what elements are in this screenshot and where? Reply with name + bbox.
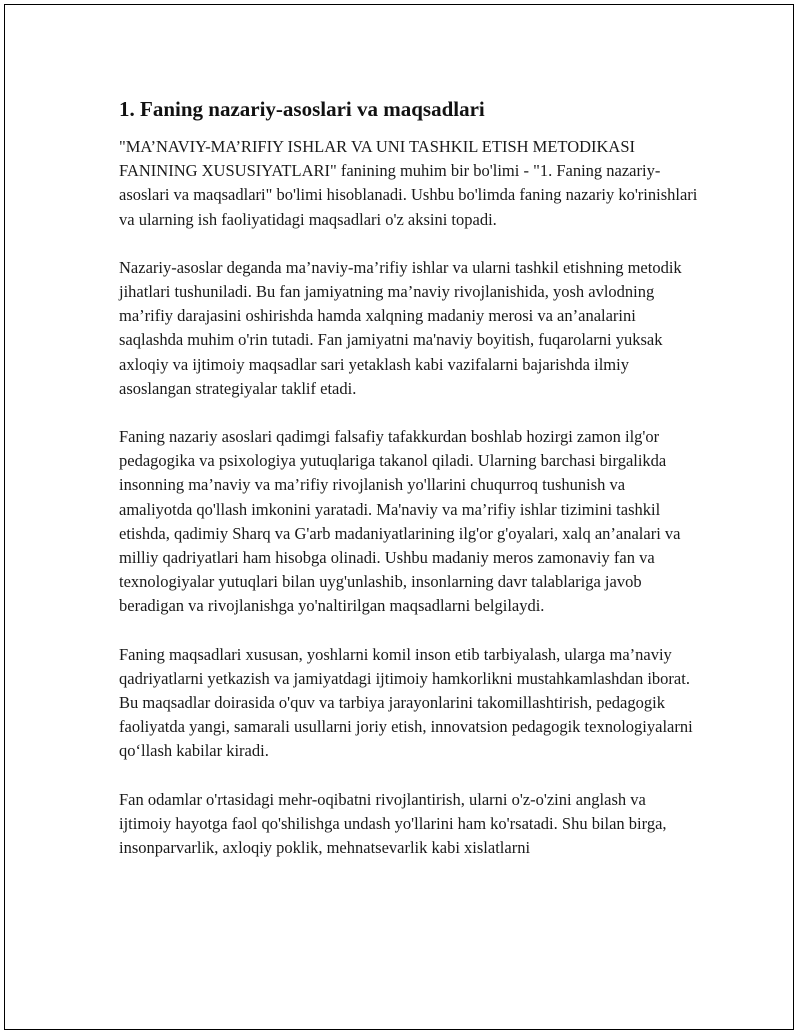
section-heading: 1. Faning nazariy-asoslari va maqsadlari: [119, 97, 485, 121]
paragraph-theory: Nazariy-asoslar deganda ma’naviy-ma’rifiy ishlar va ularni tashkil etishning metodik jihatlari tushuniladi. Bu fan jamiyatning ma’naviy rivojlanishida, yosh avlodning ma’rifiy darajasini oshirishda hamda xalqning madaniy merosi va an’analarini saqlashda muhim o'rin tutadi. Fan jamiyatni ma'naviy boyitish, fuqarolarni yuksak axloqiy va ijtimoiy maqsadlar sari yetaklash kabi vazifalarni bajarishda ilmiy asoslangan strategiyalar taklif etadi.: [119, 257, 682, 398]
document-page: [4, 4, 794, 1030]
paragraph-goals: Faning maqsadlari xususan, yoshlarni komil inson etib tarbiyalash, ularga ma’naviy qadriyatlarni yetkazish va jamiyatdagi ijtimoiy hamkorlikni mustahkamlashdan iborat. Bu maqsadlar doirasida o'quv va tarbiya jarayonlarini takomillashtirish, pedagogik faoliyatda yangi, samarali usullarni joriy etish, innovatsion pedagogik texnologiyalarni qo‘llash kabilar kiradi.: [119, 644, 693, 761]
paragraph-foundations: Faning nazariy asoslari qadimgi falsafiy tafakkurdan boshlab hozirgi zamon ilg'or pedagogika va psixologiya yutuqlariga takanol qiladi. Ularning barchasi birgalikda insonning ma’naviy va ma’rifiy rivojlanish yo'llarini chuqurroq tushunish va amaliyotda qo'llash imkonini yaratadi. Ma'naviy va ma’rifiy ishlar tizimini tashkil etishda, qadimiy Sharq va G'arb madaniyatlarining ilg'or g'oyalari, xalq an’analari va milliy qadriyatlari ham hisobga olinadi. Ushbu madaniy meros zamonaviy fan va texnologiyalar yutuqlari bilan uyg'unlashib, insonlarning davr talablariga javob beradigan va rivojlanishga yo'naltirilgan maqsadlarni belgilaydi.: [119, 427, 681, 616]
paragraph-values: Fan odamlar o'rtasidagi mehr-oqibatni rivojlantirish, ularni o'z-o'zini anglash va ijtimoiy hayotga faol qo'shilishga undash yo'llarini ham ko'rsatadi. Shu bilan birga, insonparvarlik, axloqiy poklik, mehnatsevarlik kabi xislatlarni: [119, 789, 667, 858]
paragraph-intro: "MA’NAVIY-MA’RIFIY ISHLAR VA UNI TASHKIL ETISH METODIKASI FANINING XUSUSIYATLARI" fanining muhim bir bo'limi - "1. Faning nazariy-asoslari va maqsadlari" bo'limi hisoblanadi. Ushbu bo'limda faning nazariy ko'rinishlari va ularning ish faoliyatidagi maqsadlari o'z aksini topadi.: [119, 137, 698, 229]
document-body: [119, 97, 699, 884]
